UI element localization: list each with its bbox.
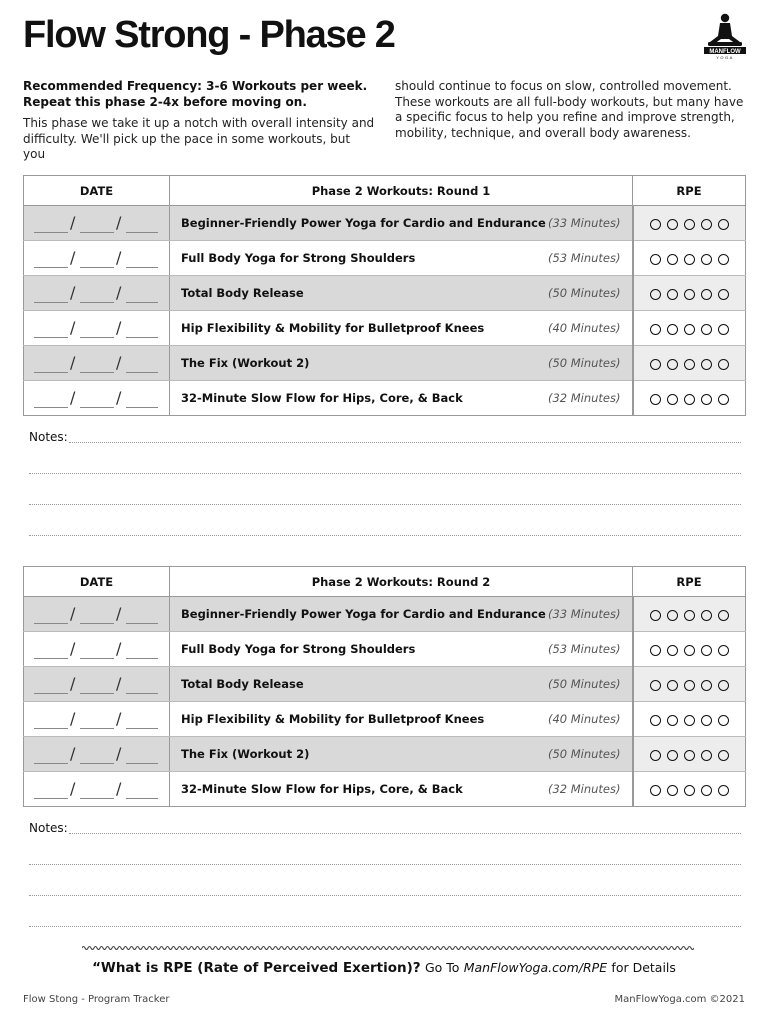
workout-cell xyxy=(170,667,633,702)
workout-name: Hip Flexibility & Mobility for Bulletproof Knees xyxy=(181,712,485,726)
note-line[interactable] xyxy=(29,895,741,896)
date-slash: / xyxy=(70,353,76,372)
month-blank[interactable] xyxy=(34,407,68,408)
rpe-rating xyxy=(633,632,746,667)
note-line[interactable] xyxy=(29,473,741,474)
workout-name: Total Body Release xyxy=(181,677,304,691)
workout-row xyxy=(24,667,746,702)
date-field[interactable] xyxy=(24,772,170,807)
date-field[interactable] xyxy=(24,667,170,702)
year-blank[interactable] xyxy=(126,798,158,799)
day-blank[interactable] xyxy=(80,763,114,764)
date-slash: / xyxy=(70,213,76,232)
month-blank[interactable] xyxy=(34,302,68,303)
rpe-rating xyxy=(633,597,746,632)
workout-row xyxy=(24,381,746,416)
rpe-circle-4[interactable] xyxy=(701,715,712,726)
day-blank[interactable] xyxy=(80,302,114,303)
rpe-circle-5[interactable] xyxy=(718,750,729,761)
year-blank[interactable] xyxy=(126,407,158,408)
day-blank[interactable] xyxy=(80,798,114,799)
rpe-circle-3[interactable] xyxy=(684,359,695,370)
month-blank[interactable] xyxy=(34,267,68,268)
rpe-circle-2[interactable] xyxy=(667,715,678,726)
rpe-circle-4[interactable] xyxy=(701,219,712,230)
year-blank[interactable] xyxy=(126,623,158,624)
month-blank[interactable] xyxy=(34,232,68,233)
workout-duration: (32 Minutes) xyxy=(547,391,621,405)
rpe-circle-2[interactable] xyxy=(667,750,678,761)
workout-name: Full Body Yoga for Strong Shoulders xyxy=(181,642,416,656)
workout-name: Beginner-Friendly Power Yoga for Cardio and Endurance xyxy=(181,607,546,621)
rpe-circle-5[interactable] xyxy=(718,645,729,656)
month-blank[interactable] xyxy=(34,658,68,659)
intro-right-column xyxy=(395,79,745,141)
rpe-circle-3[interactable] xyxy=(684,645,695,656)
date-field[interactable] xyxy=(24,597,170,632)
day-blank[interactable] xyxy=(80,232,114,233)
date-slash: / xyxy=(116,709,122,728)
rpe-circle-1[interactable] xyxy=(650,289,661,300)
rpe-circle-4[interactable] xyxy=(701,394,712,405)
rpe-circle-3[interactable] xyxy=(684,750,695,761)
day-blank[interactable] xyxy=(80,372,114,373)
workout-duration: (53 Minutes) xyxy=(547,642,621,656)
rpe-circle-1[interactable] xyxy=(650,645,661,656)
svg-text:YOGA: YOGA xyxy=(716,55,734,60)
date-slash: / xyxy=(70,604,76,623)
year-blank[interactable] xyxy=(126,658,158,659)
workout-name: Full Body Yoga for Strong Shoulders xyxy=(181,251,416,265)
rpe-circle-5[interactable] xyxy=(718,610,729,621)
date-slash: / xyxy=(70,283,76,302)
date-field[interactable] xyxy=(24,737,170,772)
workout-row xyxy=(24,206,746,241)
rpe-circle-1[interactable] xyxy=(650,394,661,405)
workout-header: Phase 2 Workouts: Round 1 xyxy=(170,176,633,206)
date-slash: / xyxy=(70,709,76,728)
note-line[interactable] xyxy=(29,864,741,865)
rpe-circle-2[interactable] xyxy=(667,785,678,796)
workout-row xyxy=(24,597,746,632)
date-slash: / xyxy=(116,674,122,693)
rpe-circle-3[interactable] xyxy=(684,254,695,265)
rpe-circle-4[interactable] xyxy=(701,324,712,335)
workout-duration: (50 Minutes) xyxy=(547,677,621,691)
rpe-rating xyxy=(633,772,746,807)
rpe-circle-3[interactable] xyxy=(684,219,695,230)
workout-duration: (40 Minutes) xyxy=(547,321,621,335)
day-blank[interactable] xyxy=(80,693,114,694)
date-field[interactable] xyxy=(24,311,170,346)
rpe-circle-4[interactable] xyxy=(701,359,712,370)
frequency-line-1: Recommended Frequency: 3-6 Workouts per week. xyxy=(23,79,368,93)
date-field[interactable] xyxy=(24,632,170,667)
rpe-circle-3[interactable] xyxy=(684,324,695,335)
rpe-circle-1[interactable] xyxy=(650,785,661,796)
intro-left-column xyxy=(23,79,375,163)
rpe-circle-3[interactable] xyxy=(684,715,695,726)
date-slash: / xyxy=(116,639,122,658)
date-slash: / xyxy=(70,248,76,267)
rpe-circle-4[interactable] xyxy=(701,289,712,300)
day-blank[interactable] xyxy=(80,267,114,268)
year-blank[interactable] xyxy=(126,337,158,338)
rpe-circle-2[interactable] xyxy=(667,254,678,265)
rpe-info-line xyxy=(0,960,768,976)
workout-rows xyxy=(24,597,746,807)
rpe-rating xyxy=(633,206,746,241)
workout-row xyxy=(24,702,746,737)
details-text: for Details xyxy=(611,960,676,975)
rpe-circle-5[interactable] xyxy=(718,219,729,230)
rpe-circle-3[interactable] xyxy=(684,289,695,300)
day-blank[interactable] xyxy=(80,337,114,338)
rpe-rating xyxy=(633,667,746,702)
rpe-circle-4[interactable] xyxy=(701,610,712,621)
workout-cell xyxy=(170,276,633,311)
workout-name: 32-Minute Slow Flow for Hips, Core, & Back xyxy=(181,391,463,405)
rpe-rating xyxy=(633,276,746,311)
rpe-circle-1[interactable] xyxy=(650,359,661,370)
manflow-yoga-logo xyxy=(700,12,750,60)
rpe-header: RPE xyxy=(633,567,746,597)
workout-duration: (50 Minutes) xyxy=(547,356,621,370)
workout-row xyxy=(24,346,746,381)
svg-text:MANFLOW: MANFLOW xyxy=(709,48,741,55)
workout-cell xyxy=(170,772,633,807)
workout-row xyxy=(24,737,746,772)
month-blank[interactable] xyxy=(34,372,68,373)
footer-program-name: Flow Stong - Program Tracker xyxy=(23,994,170,1005)
date-field[interactable] xyxy=(24,702,170,737)
note-line[interactable] xyxy=(69,442,741,443)
workout-rows xyxy=(24,206,746,416)
workout-name: The Fix (Workout 2) xyxy=(181,747,310,761)
rpe-circle-5[interactable] xyxy=(718,680,729,691)
date-header: DATE xyxy=(24,176,170,206)
date-slash: / xyxy=(116,213,122,232)
rpe-rating xyxy=(633,381,746,416)
workout-name: The Fix (Workout 2) xyxy=(181,356,310,370)
year-blank[interactable] xyxy=(126,372,158,373)
rpe-rating xyxy=(633,346,746,381)
rpe-circle-1[interactable] xyxy=(650,324,661,335)
date-slash: / xyxy=(116,744,122,763)
rpe-rating xyxy=(633,702,746,737)
rpe-circle-5[interactable] xyxy=(718,394,729,405)
rpe-circle-1[interactable] xyxy=(650,750,661,761)
rpe-rating xyxy=(633,241,746,276)
rpe-circle-2[interactable] xyxy=(667,394,678,405)
notes-area-round-2 xyxy=(23,821,745,931)
notes-area-round-1 xyxy=(23,430,745,540)
date-slash: / xyxy=(116,318,122,337)
rpe-circle-2[interactable] xyxy=(667,219,678,230)
rpe-circle-4[interactable] xyxy=(701,785,712,796)
rpe-circle-2[interactable] xyxy=(667,610,678,621)
workout-duration: (50 Minutes) xyxy=(547,747,621,761)
year-blank[interactable] xyxy=(126,693,158,694)
month-blank[interactable] xyxy=(34,337,68,338)
note-line[interactable] xyxy=(29,926,741,927)
note-line[interactable] xyxy=(69,833,741,834)
workout-row xyxy=(24,632,746,667)
rpe-circle-1[interactable] xyxy=(650,715,661,726)
notes-label: Notes: xyxy=(29,821,68,835)
day-blank[interactable] xyxy=(80,623,114,624)
rpe-circle-2[interactable] xyxy=(667,359,678,370)
date-slash: / xyxy=(70,744,76,763)
frequency-line-2: Repeat this phase 2-4x before moving on. xyxy=(23,94,307,109)
workout-name: Total Body Release xyxy=(181,286,304,300)
month-blank[interactable] xyxy=(34,693,68,694)
date-slash: / xyxy=(116,283,122,302)
day-blank[interactable] xyxy=(80,658,114,659)
date-slash: / xyxy=(70,779,76,798)
rpe-circle-2[interactable] xyxy=(667,324,678,335)
workout-duration: (32 Minutes) xyxy=(547,782,621,796)
date-field[interactable] xyxy=(24,241,170,276)
year-blank[interactable] xyxy=(126,302,158,303)
year-blank[interactable] xyxy=(126,763,158,764)
rpe-circle-5[interactable] xyxy=(718,359,729,370)
date-slash: / xyxy=(116,388,122,407)
workout-duration: (53 Minutes) xyxy=(547,251,621,265)
date-field[interactable] xyxy=(24,206,170,241)
date-field[interactable] xyxy=(24,276,170,311)
day-blank[interactable] xyxy=(80,728,114,729)
rpe-circle-1[interactable] xyxy=(650,610,661,621)
intro-paragraph-right: should continue to focus on slow, controlled movement. These workouts are all full-body workouts, but many have a specific focus to help you refine and improve strength, mobility, technique, and overall body awareness. xyxy=(395,79,744,140)
date-slash: / xyxy=(70,674,76,693)
date-field[interactable] xyxy=(24,346,170,381)
workout-cell xyxy=(170,206,633,241)
notes-label: Notes: xyxy=(29,430,68,444)
workout-duration: (40 Minutes) xyxy=(547,712,621,726)
workout-name: Hip Flexibility & Mobility for Bulletproof Knees xyxy=(181,321,485,335)
workout-cell xyxy=(170,381,633,416)
rpe-circle-5[interactable] xyxy=(718,715,729,726)
workout-row xyxy=(24,772,746,807)
workout-name: 32-Minute Slow Flow for Hips, Core, & Back xyxy=(181,782,463,796)
month-blank[interactable] xyxy=(34,798,68,799)
year-blank[interactable] xyxy=(126,728,158,729)
rpe-circle-3[interactable] xyxy=(684,394,695,405)
rpe-circle-4[interactable] xyxy=(701,680,712,691)
workout-cell xyxy=(170,311,633,346)
rpe-circle-3[interactable] xyxy=(684,680,695,691)
date-slash: / xyxy=(70,388,76,407)
workout-header: Phase 2 Workouts: Round 2 xyxy=(170,567,633,597)
month-blank[interactable] xyxy=(34,623,68,624)
rpe-circle-1[interactable] xyxy=(650,680,661,691)
workout-row xyxy=(24,311,746,346)
workout-table-round-1 xyxy=(23,175,746,416)
rpe-circle-5[interactable] xyxy=(718,785,729,796)
note-line[interactable] xyxy=(29,504,741,505)
rpe-circle-4[interactable] xyxy=(701,254,712,265)
workout-table-round-2 xyxy=(23,566,746,807)
rpe-rating xyxy=(633,737,746,772)
workout-duration: (33 Minutes) xyxy=(547,216,621,230)
rpe-question: “What is RPE (Rate of Perceived Exertion)? xyxy=(92,960,421,976)
intro-paragraph-left: This phase we take it up a notch with overall intensity and difficulty. We'll pick up the pace in some workouts, but you xyxy=(23,116,375,161)
day-blank[interactable] xyxy=(80,407,114,408)
workout-cell xyxy=(170,632,633,667)
workout-cell xyxy=(170,737,633,772)
rpe-circle-1[interactable] xyxy=(650,219,661,230)
date-header: DATE xyxy=(24,567,170,597)
wavy-divider xyxy=(82,943,694,953)
workout-duration: (33 Minutes) xyxy=(547,607,621,621)
date-slash: / xyxy=(116,353,122,372)
note-line[interactable] xyxy=(29,535,741,536)
rpe-circle-3[interactable] xyxy=(684,610,695,621)
rpe-circle-3[interactable] xyxy=(684,785,695,796)
month-blank[interactable] xyxy=(34,728,68,729)
goto-text: Go To xyxy=(424,960,460,975)
meditating-figure-icon xyxy=(700,12,750,60)
page-title: Flow Strong - Phase 2 xyxy=(23,14,395,56)
date-slash: / xyxy=(70,639,76,658)
date-slash: / xyxy=(116,248,122,267)
workout-name: Beginner-Friendly Power Yoga for Cardio and Endurance xyxy=(181,216,546,230)
workout-cell xyxy=(170,241,633,276)
rpe-circle-2[interactable] xyxy=(667,680,678,691)
month-blank[interactable] xyxy=(34,763,68,764)
year-blank[interactable] xyxy=(126,267,158,268)
year-blank[interactable] xyxy=(126,232,158,233)
rpe-circle-5[interactable] xyxy=(718,254,729,265)
date-field[interactable] xyxy=(24,381,170,416)
workout-duration: (50 Minutes) xyxy=(547,286,621,300)
workout-cell xyxy=(170,597,633,632)
rpe-circle-4[interactable] xyxy=(701,645,712,656)
workout-row xyxy=(24,276,746,311)
rpe-circle-4[interactable] xyxy=(701,750,712,761)
rpe-link[interactable]: ManFlowYoga.com/RPE xyxy=(463,960,608,975)
workout-cell xyxy=(170,702,633,737)
rpe-circle-1[interactable] xyxy=(650,254,661,265)
date-slash: / xyxy=(116,604,122,623)
rpe-circle-5[interactable] xyxy=(718,324,729,335)
date-slash: / xyxy=(70,318,76,337)
rpe-circle-2[interactable] xyxy=(667,645,678,656)
rpe-rating xyxy=(633,311,746,346)
footer-copyright: ManFlowYoga.com ©2021 xyxy=(614,994,745,1005)
workout-row xyxy=(24,241,746,276)
rpe-header: RPE xyxy=(633,176,746,206)
date-slash: / xyxy=(116,779,122,798)
rpe-circle-2[interactable] xyxy=(667,289,678,300)
rpe-circle-5[interactable] xyxy=(718,289,729,300)
workout-cell xyxy=(170,346,633,381)
